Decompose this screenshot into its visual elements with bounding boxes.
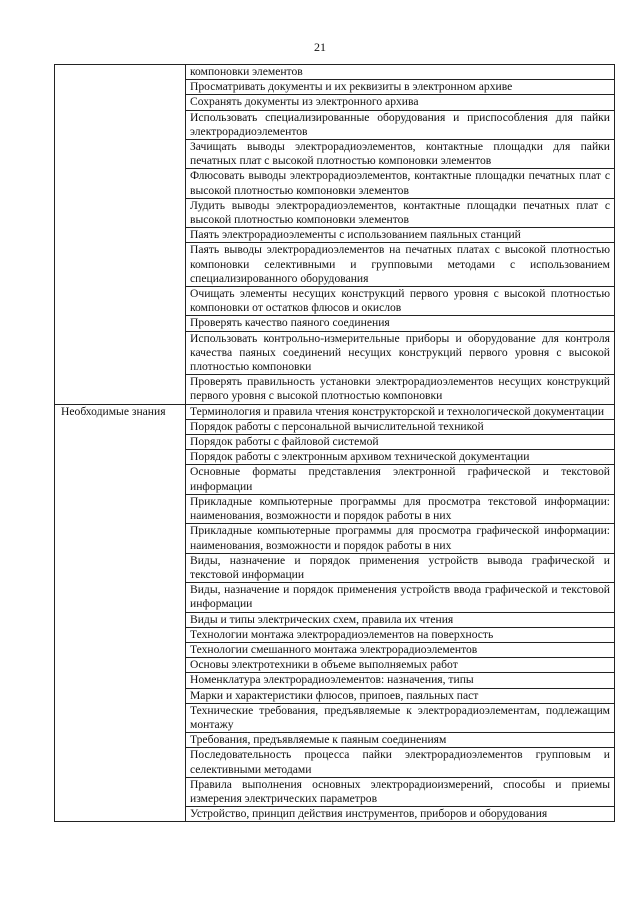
- requirement-cell: Основные форматы представления электронной графической и текстовой информации: [186, 465, 615, 494]
- requirement-cell: Технические требования, предъявляемые к электрорадиоэлементам, подлежащим монтажу: [186, 703, 615, 732]
- table-row: [55, 65, 615, 80]
- requirement-cell: Использовать специализированные оборудования и приспособления для пайки электрорадиоэлементов: [186, 110, 615, 139]
- competency-table: [54, 64, 615, 822]
- requirement-cell: Технологии монтажа электрорадиоэлементов на поверхность: [186, 627, 615, 642]
- requirement-cell: Прикладные компьютерные программы для просмотра графической информации: наименования, возможности и порядок работы в них: [186, 524, 615, 553]
- requirement-cell: Зачищать выводы электрорадиоэлементов, контактные площадки для пайки печатных плат с высокой плотностью компоновки элементов: [186, 140, 615, 169]
- requirement-cell: Использовать контрольно-измерительные приборы и оборудование для контроля качества паяных соединений несущих конструкций первого уровня с высокой плотностью компоновки: [186, 331, 615, 375]
- requirement-cell: Правила выполнения основных электрорадиоизмерений, способы и приемы измерения электрических параметров: [186, 777, 615, 806]
- requirement-cell: Паять электрорадиоэлементы с использованием паяльных станций: [186, 228, 615, 243]
- requirement-cell: Требования, предъявляемые к паяным соединениям: [186, 733, 615, 748]
- requirement-cell: Порядок работы с персональной вычислительной техникой: [186, 419, 615, 434]
- requirement-cell: компоновки элементов: [186, 65, 615, 80]
- requirement-cell: Просматривать документы и их реквизиты в электронном архиве: [186, 80, 615, 95]
- requirement-cell: Порядок работы с электронным архивом технической документации: [186, 450, 615, 465]
- requirement-cell: Порядок работы с файловой системой: [186, 435, 615, 450]
- requirement-cell: Лудить выводы электрорадиоэлементов, контактные площадки печатных плат с высокой плотностью компоновки элементов: [186, 198, 615, 227]
- table-row: [55, 404, 615, 419]
- category-cell: [55, 65, 186, 405]
- requirement-cell: Марки и характеристики флюсов, припоев, паяльных паст: [186, 688, 615, 703]
- requirement-cell: Технологии смешанного монтажа электрорадиоэлементов: [186, 642, 615, 657]
- requirement-cell: Терминология и правила чтения конструкторской и технологической документации: [186, 404, 615, 419]
- requirement-cell: Устройство, принцип действия инструментов, приборов и оборудования: [186, 807, 615, 822]
- requirement-cell: Проверять правильность установки электрорадиоэлементов несущих конструкций первого уровня с высокой плотностью компоновки: [186, 375, 615, 404]
- requirement-cell: Проверять качество паяного соединения: [186, 316, 615, 331]
- page-number: 21: [314, 40, 326, 54]
- requirement-cell: Виды, назначение и порядок применения устройств ввода графической и текстовой информации: [186, 583, 615, 612]
- requirement-cell: Флюсовать выводы электрорадиоэлементов, контактные площадки печатных плат с высокой плотностью компоновки элементов: [186, 169, 615, 198]
- category-cell: Необходимые знания: [55, 404, 186, 822]
- requirement-cell: Основы электротехники в объеме выполняемых работ: [186, 658, 615, 673]
- requirement-cell: Паять выводы электрорадиоэлементов на печатных платах с высокой плотностью компоновки селективными и групповыми методами с использованием специализированного оборудования: [186, 243, 615, 287]
- requirement-cell: Номенклатура электрорадиоэлементов: назначения, типы: [186, 673, 615, 688]
- requirement-cell: Последовательность процесса пайки электрорадиоэлементов групповым и селективными методами: [186, 748, 615, 777]
- requirement-cell: Виды и типы электрических схем, правила их чтения: [186, 612, 615, 627]
- requirement-cell: Очищать элементы несущих конструкций первого уровня с высокой плотностью компоновки от остатков флюсов и окислов: [186, 287, 615, 316]
- requirement-cell: Виды, назначение и порядок применения устройств вывода графической и текстовой информации: [186, 553, 615, 582]
- table-body: [55, 65, 615, 822]
- requirement-cell: Прикладные компьютерные программы для просмотра текстовой информации: наименования, возможности и порядок работы в них: [186, 494, 615, 523]
- requirement-cell: Сохранять документы из электронного архива: [186, 95, 615, 110]
